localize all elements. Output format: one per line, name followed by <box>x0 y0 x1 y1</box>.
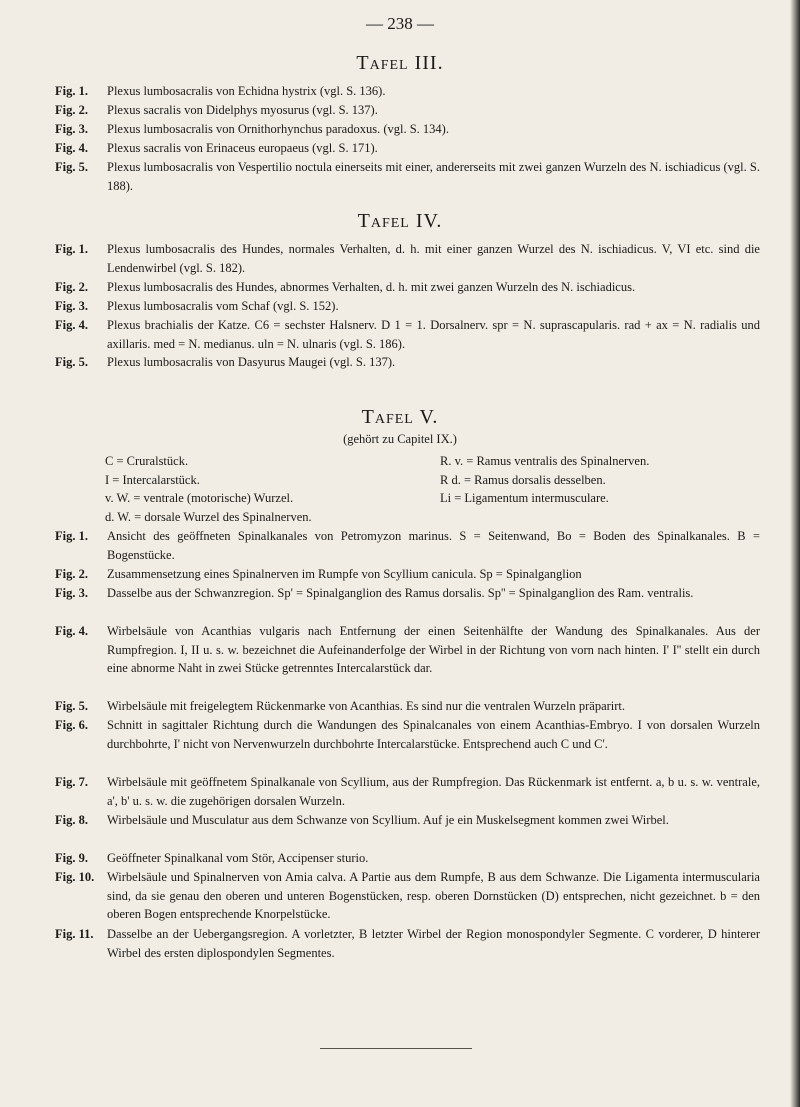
fig-label: Fig. 5. <box>55 355 88 369</box>
fig-caption: Plexus lumbosacralis des Hundes, normales Verhalten, d. h. mit einer ganzen Wurzel des N. ischiadicus. V, VI etc. sind die Lendenwirbel (vgl. S. 182). <box>107 242 760 275</box>
fig-caption: Wirbelsäule und Musculatur aus dem Schwanze von Scyllium. Auf je ein Muskelsegment kommen zwei Wirbel. <box>107 813 669 827</box>
fig-label: Fig. 2. <box>55 280 88 294</box>
fig-caption: Wirbelsäule von Acanthias vulgaris nach Entfernung der einen Seitenhälfte der Wandung des Spinalkanales. Aus der Rumpfregion. I, II u. s. w. bezeichnet die Aufeinanderfolge der Wirbel in der Richtung von vorn nach hinten. I' I'' stellt ein durch eine abnorme Naht in zwei Stücke getrenntes Intercalarstück dar. <box>107 624 760 676</box>
tafel-3-title: Tafel III. <box>356 52 444 74</box>
tafel-4-fig-4 <box>55 316 760 353</box>
fig-caption: Ansicht des geöffneten Spinalkanales von Petromyzon marinus. S = Seitenwand, Bo = Boden des Spinalkanales. B = Bogenstücke. <box>107 529 760 562</box>
fig-caption: Plexus lumbosacralis von Ornithorhynchus paradoxus. (vgl. S. 134). <box>107 122 449 136</box>
tafel-5-fig-3 <box>55 584 760 603</box>
fig-caption: Wirbelsäule mit geöffnetem Spinalkanale von Scyllium, aus der Rumpfregion. Das Rückenmark ist entfernt. a, b u. s. w. ventrale, a', b' u. s. w. die zugehörigen dorsalen Wurzeln. <box>107 775 760 808</box>
fig-label: Fig. 11. <box>55 927 94 941</box>
tafel-4-fig-3 <box>55 297 760 316</box>
legend-row <box>105 489 765 508</box>
fig-label: Fig. 7. <box>55 775 88 789</box>
fig-label: Fig. 4. <box>55 141 88 155</box>
legend-entry-right: Li = Ligamentum intermusculare. <box>440 491 609 506</box>
legend-entry-left: I = Intercalarstück. <box>105 472 200 487</box>
page-number: — 238 — <box>366 14 434 33</box>
fig-label: Fig. 3. <box>55 122 88 136</box>
fig-caption: Plexus lumbosacralis von Vespertilio noctula einerseits mit einer, andererseits mit zwei ganzen Wurzeln des N. ischiadicus (vgl. S. 188). <box>107 160 760 193</box>
fig-label: Fig. 1. <box>55 84 88 98</box>
tafel-5-fig-6 <box>55 716 760 753</box>
legend-row <box>105 471 765 490</box>
fig-caption: Dasselbe aus der Schwanzregion. Sp' = Spinalganglion des Ramus dorsalis. Sp'' = Spinalganglion des Ram. ventralis. <box>107 586 694 600</box>
fig-label: Fig. 3. <box>55 586 88 600</box>
tafel-3-fig-2 <box>55 101 760 120</box>
closing-rule <box>320 1048 472 1049</box>
fig-caption: Plexus brachialis der Katze. C6 = sechster Halsnerv. D 1 = 1. Dorsalnerv. spr = N. suprascapularis. rad + ax = N. radialis und axillaris. med = N. medianus. uln = N. ulnaris (vgl. S. 186). <box>107 318 760 351</box>
tafel-3-fig-4 <box>55 139 760 158</box>
tafel-3-fig-1 <box>55 82 760 101</box>
legend-entry-left: C = Cruralstück. <box>105 454 189 468</box>
fig-label: Fig. 8. <box>55 813 88 827</box>
fig-caption: Geöffneter Spinalkanal vom Stör, Accipenser sturio. <box>107 851 369 865</box>
legend-entry-right: R d. = Ramus dorsalis desselben. <box>440 472 606 487</box>
tafel-5-fig-1 <box>55 527 760 564</box>
tafel-5-fig-7 <box>55 773 760 810</box>
tafel-5-fig-4 <box>55 622 760 678</box>
abbreviation-legend <box>105 452 765 526</box>
fig-label: Fig. 4. <box>55 318 88 332</box>
legend-row <box>105 508 765 527</box>
tafel-5-fig-2 <box>55 565 760 584</box>
fig-caption: Zusammensetzung eines Spinalnerven im Rumpfe von Scyllium canicula. Sp = Spinalganglion <box>107 567 582 581</box>
tafel-5-fig-8 <box>55 811 760 830</box>
legend-entry-right: R. v. = Ramus ventralis des Spinalnerven. <box>440 454 650 468</box>
legend-row <box>105 452 765 471</box>
tafel-3-fig-5 <box>55 158 760 195</box>
fig-caption: Schnitt in sagittaler Richtung durch die Wandungen des Spinalcanales von einem Acanthias-Embryo. I von dorsalen Wurzeln durchbohrte, I' nicht von Nervenwurzeln durchbohrte Intercalarstücke. Entsprechend auch C und C'. <box>107 718 760 751</box>
fig-caption: Wirbelsäule und Spinalnerven von Amia calva. A Partie aus dem Rumpfe, B aus dem Schwanze. Die Ligamenta intermuscularia sind, da sie genau den oberen und unteren Bogenstücken, resp. oberen Dornstücken (D) entsprechen, nicht gezeichnet. b = den oberen Bogen entsprechende Knorpelstücke. <box>107 870 760 922</box>
tafel-4-fig-5 <box>55 353 760 372</box>
tafel-3-fig-3 <box>55 120 760 139</box>
fig-label: Fig. 5. <box>55 160 88 174</box>
fig-label: Fig. 1. <box>55 242 88 256</box>
fig-label: Fig. 10. <box>55 870 95 884</box>
tafel-5-fig-9 <box>55 849 760 868</box>
fig-caption: Plexus lumbosacralis von Dasyurus Maugei (vgl. S. 137). <box>107 355 396 369</box>
fig-label: Fig. 5. <box>55 699 88 713</box>
fig-label: Fig. 4. <box>55 624 88 638</box>
fig-caption: Plexus lumbosacralis vom Schaf (vgl. S. 152). <box>107 299 339 313</box>
tafel-4-fig-1 <box>55 240 760 277</box>
tafel-4-fig-2 <box>55 278 760 297</box>
legend-entry-left: d. W. = dorsale Wurzel des Spinalnerven. <box>105 509 312 524</box>
page-edge-shadow <box>790 0 800 1107</box>
fig-label: Fig. 6. <box>55 718 88 732</box>
fig-caption: Wirbelsäule mit freigelegtem Rückenmarke von Acanthias. Es sind nur die ventralen Wurzeln präparirt. <box>107 699 626 713</box>
fig-label: Fig. 2. <box>55 567 88 581</box>
tafel-5-subtitle: (gehört zu Capitel IX.) <box>343 432 457 446</box>
legend-entry-left: v. W. = ventrale (motorische) Wurzel. <box>105 491 294 506</box>
tafel-5-fig-10 <box>55 868 760 924</box>
fig-caption: Plexus sacralis von Erinaceus europaeus (vgl. S. 171). <box>107 141 378 155</box>
tafel-5-fig-11 <box>55 925 760 962</box>
fig-caption: Plexus lumbosacralis von Echidna hystrix (vgl. S. 136). <box>107 84 386 98</box>
fig-caption: Dasselbe an der Uebergangsregion. A vorletzter, B letzter Wirbel der Region monospondyler Segmente. C vorderer, D hinterer Wirbel des ersten diplospondylen Segmentes. <box>107 927 760 960</box>
fig-caption: Plexus lumbosacralis des Hundes, abnormes Verhalten, d. h. mit zwei ganzen Wurzeln des N. ischiadicus. <box>107 280 636 294</box>
tafel-5-title: Tafel V. <box>361 406 439 428</box>
tafel-4-title: Tafel IV. <box>357 210 443 232</box>
tafel-5-fig-5 <box>55 697 760 716</box>
fig-caption: Plexus sacralis von Didelphys myosurus (vgl. S. 137). <box>107 103 378 117</box>
fig-label: Fig. 3. <box>55 299 88 313</box>
fig-label: Fig. 9. <box>55 851 88 865</box>
fig-label: Fig. 1. <box>55 529 88 543</box>
fig-label: Fig. 2. <box>55 103 88 117</box>
